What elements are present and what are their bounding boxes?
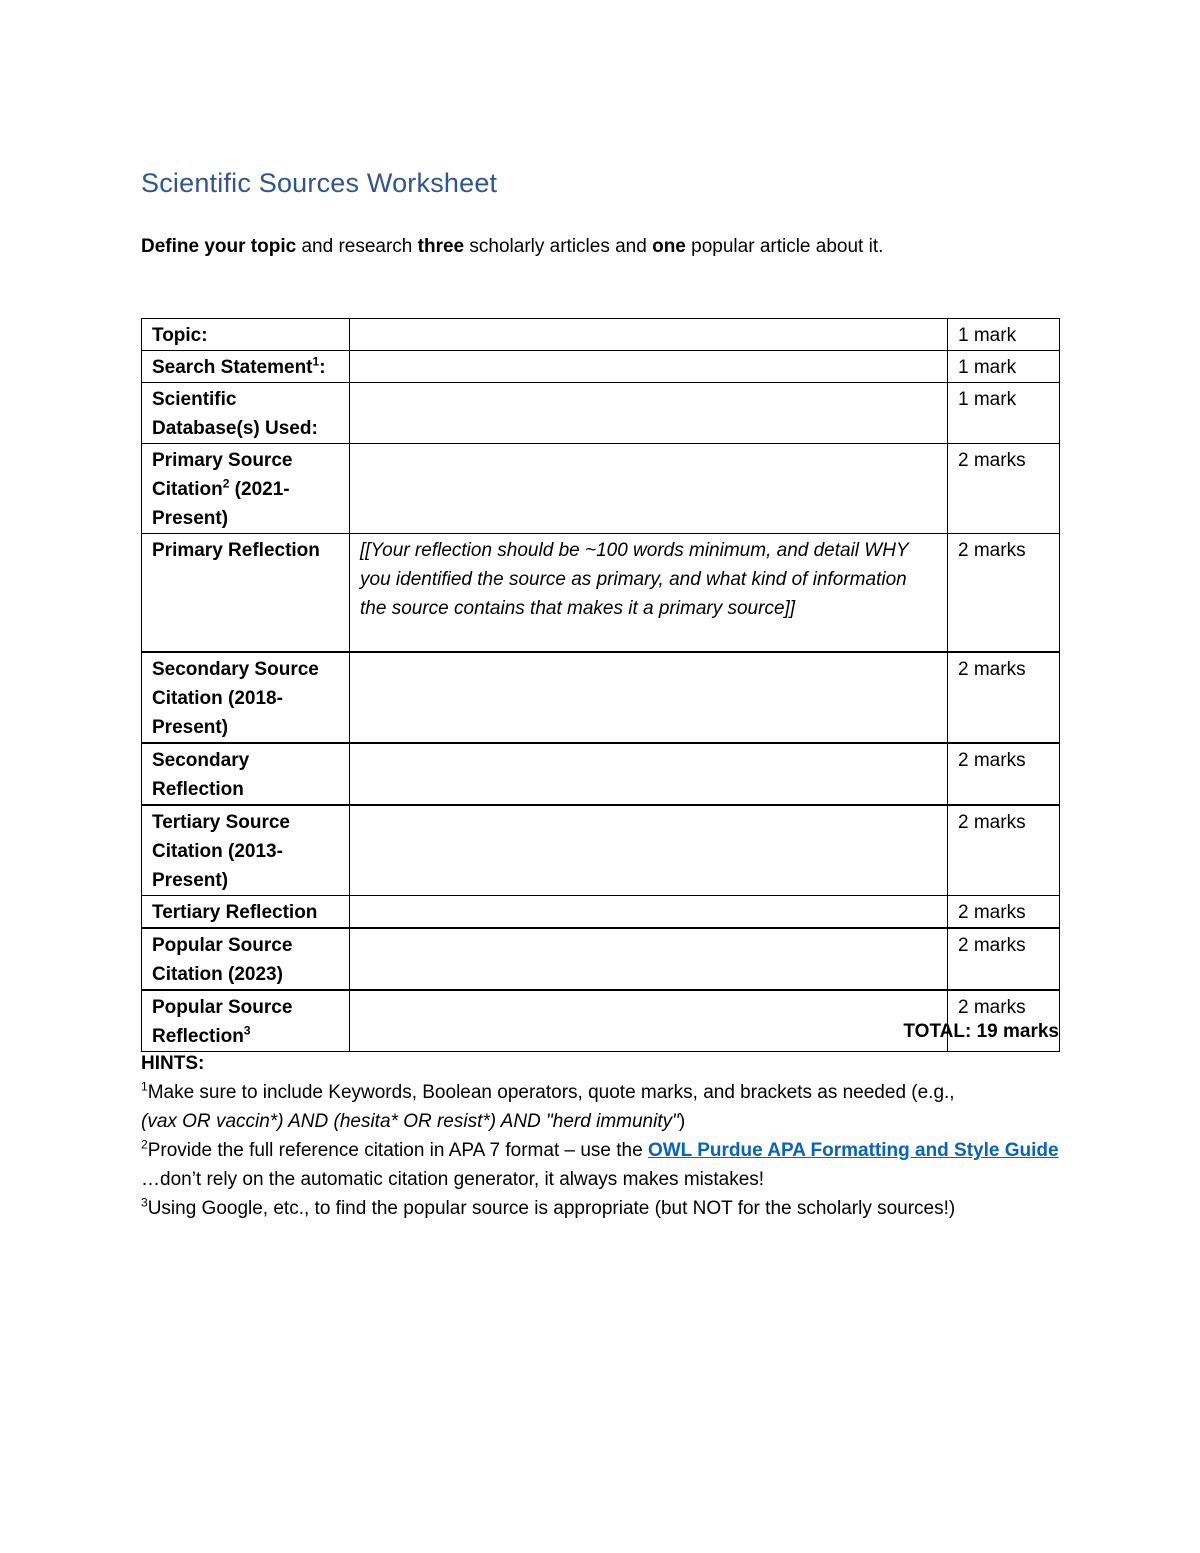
row-label-text: Secondary Source Citation (2018-Present): [152, 658, 319, 738]
row-label: [142, 351, 350, 383]
row-label-text: Popular Source Citation (2023): [152, 934, 293, 985]
footnote-marker: 3: [243, 1023, 251, 1038]
footnote-marker: 1: [141, 1079, 148, 1094]
marks-cell: 2 marks: [948, 928, 1060, 990]
hint-3: [141, 1194, 1071, 1223]
total-marks: TOTAL: 19 marks: [903, 1021, 1059, 1042]
row-label: [142, 652, 350, 743]
intro-text: popular article about it.: [685, 236, 884, 257]
answer-cell[interactable]: [350, 928, 948, 990]
row-label-text: Popular Source Reflection: [152, 996, 293, 1047]
row-label: [142, 895, 350, 928]
intro-text: and research: [296, 236, 418, 257]
hint-1: [141, 1078, 1071, 1136]
row-label-text: Tertiary Reflection: [152, 901, 318, 923]
answer-cell[interactable]: [350, 383, 948, 444]
table-row: [142, 319, 1060, 351]
table-row: [142, 351, 1060, 383]
marks-cell: 2 marks: [948, 895, 1060, 928]
hints-heading: HINTS:: [141, 1053, 205, 1074]
row-label: [142, 534, 350, 652]
table-row: [142, 895, 1060, 928]
table-row: [142, 383, 1060, 444]
owl-purdue-link[interactable]: OWL Purdue APA Formatting and Style Guide: [647, 1140, 1059, 1161]
intro-instructions: [141, 234, 883, 260]
hint-1-close: ): [678, 1111, 686, 1132]
answer-cell[interactable]: [350, 444, 948, 534]
worksheet-table: [141, 318, 1060, 1052]
marks-cell: 1 mark: [948, 319, 1060, 351]
footnote-marker: 2: [222, 476, 230, 491]
answer-cell[interactable]: [350, 895, 948, 928]
row-label-text: Tertiary Source Citation (2013-Present): [152, 811, 290, 891]
intro-bold-topic: Define your topic: [141, 236, 297, 257]
page-title: Scientific Sources Worksheet: [141, 168, 498, 198]
table-row: [142, 743, 1060, 805]
table-row: [142, 928, 1060, 990]
row-label: [142, 319, 350, 351]
row-label-text: Primary Source Citation: [152, 450, 293, 500]
answer-cell[interactable]: [350, 351, 948, 383]
marks-cell: 1 mark: [948, 351, 1060, 383]
answer-cell[interactable]: [350, 805, 948, 896]
marks-cell: 2 marks: [948, 652, 1060, 743]
hint-2: [141, 1136, 1071, 1194]
hint-1-example: (vax OR vaccin*) AND (hesita* OR resist*) AND "herd immunity": [141, 1111, 679, 1132]
intro-bold-one: one: [652, 236, 686, 257]
table-row: [142, 652, 1060, 743]
answer-cell[interactable]: [350, 652, 948, 743]
marks-cell: 2 marks: [948, 805, 1060, 896]
row-label-text: Secondary Reflection: [152, 749, 250, 800]
hint-1-text: Make sure to include Keywords, Boolean operators, quote marks, and brackets as needed (e.g.,: [147, 1082, 955, 1103]
intro-bold-three: three: [417, 236, 465, 257]
row-label-text: Scientific Database(s) Used:: [152, 389, 318, 439]
hints-section: [141, 1049, 1071, 1223]
row-label-text: Search Statement: [152, 357, 313, 378]
answer-cell[interactable]: [350, 743, 948, 805]
footnote-marker: 2: [141, 1137, 148, 1152]
table-row: [142, 444, 1060, 534]
answer-cell[interactable]: [350, 319, 948, 351]
table-row: [142, 805, 1060, 896]
hint-2-text: Provide the full reference citation in APA 7 format – use the: [147, 1140, 648, 1161]
footnote-marker: 3: [141, 1195, 148, 1210]
marks-cell: 1 mark: [948, 383, 1060, 444]
row-label-tail: :: [319, 357, 326, 378]
answer-cell[interactable]: [[Your reflection should be ~100 words minimum, and detail WHY you identified the source as primary, and what kind of information the source contains that makes it a primary source]]: [350, 534, 948, 652]
row-label-tail: (2021-Present): [152, 479, 290, 529]
row-label: [142, 383, 350, 444]
hint-3-text: Using Google, etc., to find the popular source is appropriate (but NOT for the scholarly sources!): [147, 1198, 956, 1219]
marks-cell: 2 marks: [948, 444, 1060, 534]
footnote-marker: 1: [312, 354, 320, 369]
marks-cell: 2 marks: [948, 534, 1060, 652]
row-label-text: Primary Reflection: [152, 540, 320, 561]
row-label: [142, 444, 350, 534]
intro-text: scholarly articles and: [464, 236, 653, 257]
row-label: [142, 928, 350, 990]
hint-2-after: …don’t rely on the automatic citation generator, it always makes mistakes!: [141, 1169, 765, 1190]
row-label: [142, 743, 350, 805]
table-row: [142, 534, 1060, 652]
marks-cell: 2 marks: [948, 743, 1060, 805]
row-label: [142, 805, 350, 896]
marks-cell: 2 marks: [948, 990, 1060, 1052]
row-label-text: Topic:: [152, 325, 208, 346]
